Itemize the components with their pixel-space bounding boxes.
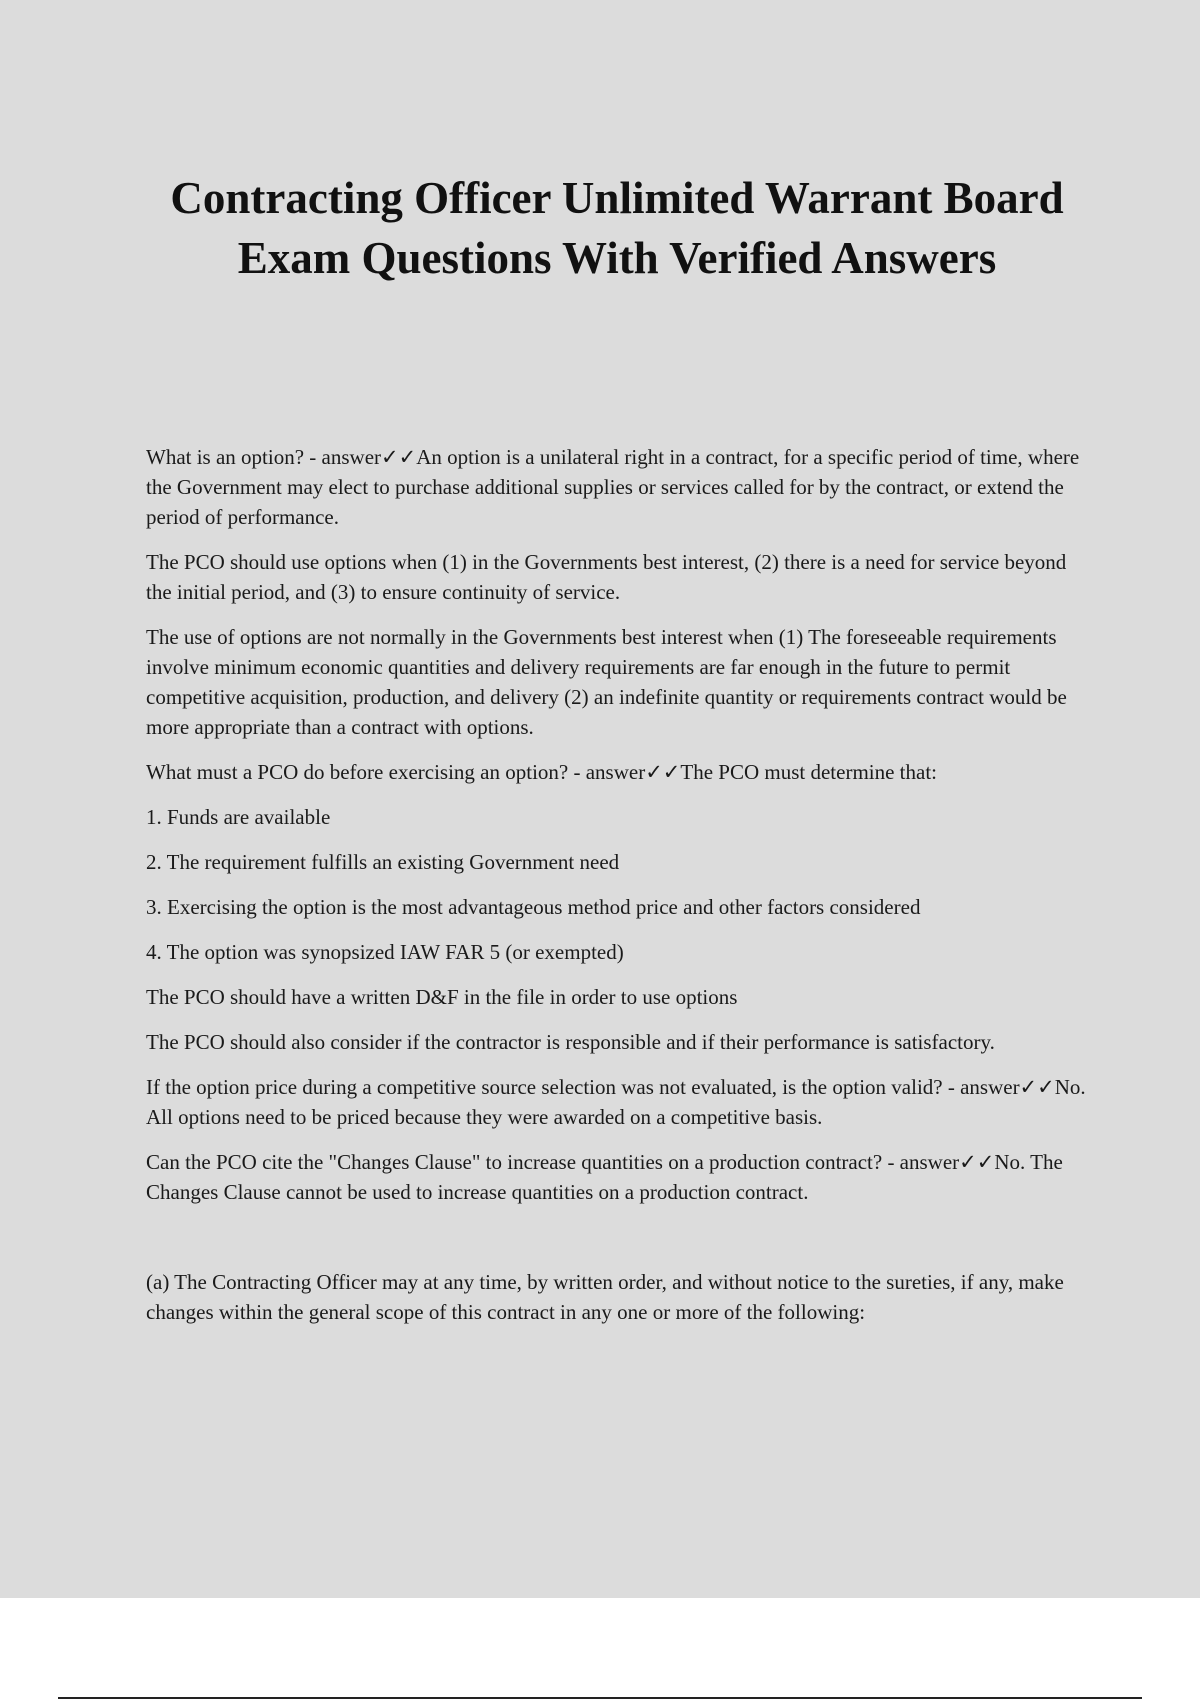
document-title: Contracting Officer Unlimited Warrant Board Exam Questions With Verified Answers xyxy=(170,173,1064,283)
paragraph-changes-clause: Can the PCO cite the "Changes Clause" to increase quantities on a production contract? - answer✓✓No. The Changes Clause cannot be used to increase quantities on a production contract. xyxy=(146,1150,1063,1204)
paragraph-contractor-responsible: The PCO should also consider if the contractor is responsible and if their performance is satisfactory. xyxy=(146,1030,995,1054)
document-body xyxy=(146,442,1096,1342)
paragraph-before-exercising-option: What must a PCO do before exercising an option? - answer✓✓The PCO must determine that: xyxy=(146,760,938,784)
list-item-advantageous: 3. Exercising the option is the most advantageous method price and other factors considered xyxy=(146,895,921,919)
list-item-funds: 1. Funds are available xyxy=(146,805,331,829)
list-item-synopsized: 4. The option was synopsized IAW FAR 5 (or exempted) xyxy=(146,940,624,964)
list-item-requirement: 2. The requirement fulfills an existing Government need xyxy=(146,850,620,874)
paragraph-option-price-valid: If the option price during a competitive source selection was not evaluated, is the option valid? - answer✓✓No. All options need to be priced because they were awarded on a competitive basis. xyxy=(146,1075,1086,1129)
footer-divider xyxy=(58,1697,1142,1699)
paragraph-when-to-use-options: The PCO should use options when (1) in the Governments best interest, (2) there is a need for service beyond the initial period, and (3) to ensure continuity of service. xyxy=(146,550,1067,604)
paragraph-contracting-officer-changes: (a) The Contracting Officer may at any time, by written order, and without notice to the sureties, if any, make changes within the general scope of this contract in any one or more of the following: xyxy=(146,1270,1064,1324)
paragraph-option-definition: What is an option? - answer✓✓An option is a unilateral right in a contract, for a specific period of time, where the Government may elect to purchase additional supplies or services called for by the contract, or extend the period of performance. xyxy=(146,445,1080,529)
paragraph-when-not-to-use-options: The use of options are not normally in the Governments best interest when (1) The foreseeable requirements involve minimum economic quantities and delivery requirements are far enough in the future to permit competitive acquisition, production, and delivery (2) an indefinite quantity or requirements contract would be more appropriate than a contract with options. xyxy=(146,625,1067,739)
paragraph-written-df: The PCO should have a written D&F in the file in order to use options xyxy=(146,985,738,1009)
